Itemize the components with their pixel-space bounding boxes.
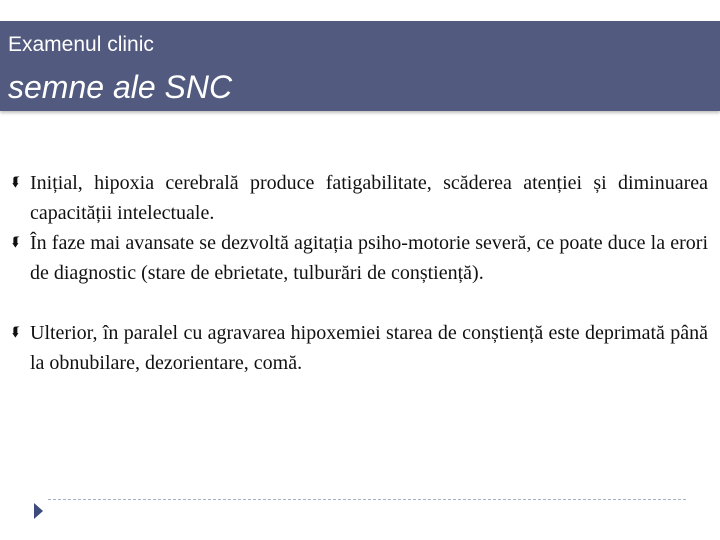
title-band [0,21,720,111]
slide-title: Examenul clinic [8,33,154,56]
arrow-bullet-icon: ⮮ [12,175,20,190]
bullet-text: Ulterior, în paralel cu agravarea hipoxemiei starea de conștiență este deprimată până la obnubilare, dezorientare, comă. [30,322,708,374]
arrow-bullet-icon: ⮮ [12,235,20,250]
slide-subtitle: semne ale SNC [8,69,233,105]
bullet-text: Inițial, hipoxia cerebrală produce fatigabilitate, scăderea atenției și diminuarea capacității intelectuale. [30,172,708,224]
bullet-text: În faze mai avansate se dezvoltă agitația psiho-motorie severă, ce poate duce la erori de diagnostic (stare de ebrietate, tulburări de conștiență). [30,232,708,284]
footer-divider [48,499,686,500]
arrow-bullet-icon: ⮮ [12,325,20,340]
footer-arrow-icon [34,503,43,519]
